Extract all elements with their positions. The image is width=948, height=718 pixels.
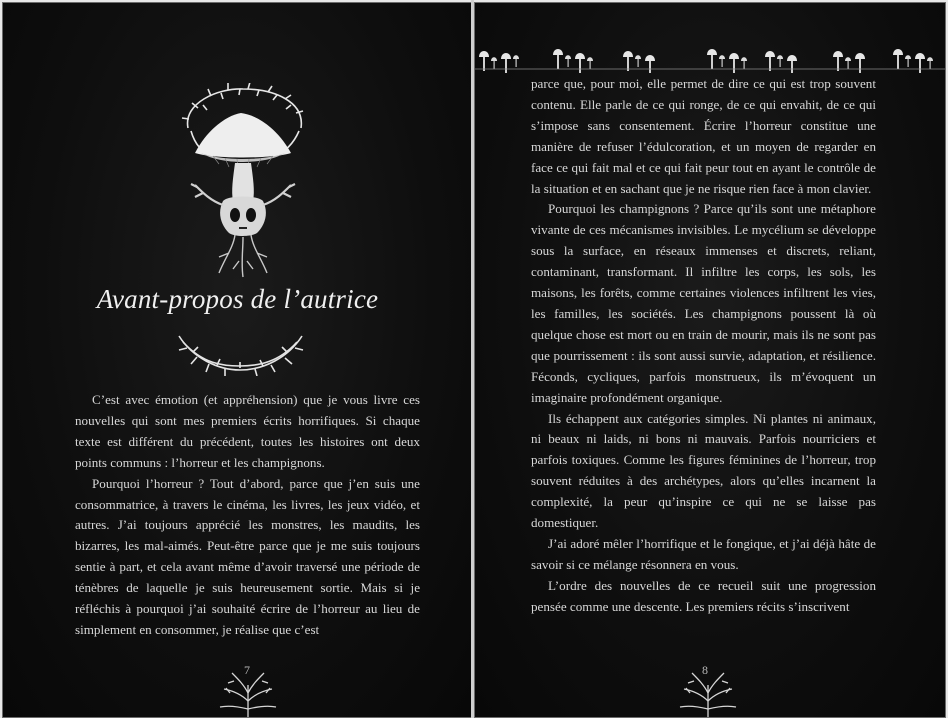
paragraph: parce que, pour moi, elle permet de dire ce qui est trop souvent contenu. Elle parle de ce qui ronge, de ce qui envahit, de ce qui s’impose sans consentement. Écrire l’horreur constitue une manière de refuser l’édulcoration, et un moyen de regarder en face ce qui fait mal et ce qui fait peur tout en ayant le contrôle de la situation et en sachant que je ne risque rien face à mon clavier. [531,76,876,196]
body-text [531,74,876,618]
right-page [474,2,946,718]
paragraph: J’ai adoré mêler l’horrifique et le fongique, et j’ai déjà hâte de savoir si ce mélange résonnera en vous. [531,535,876,572]
paragraph: Ils échappent aux catégories simples. Ni plantes ni animaux, ni beaux ni laids, ni bons ni mauvais. Parfois nourriciers et parfois toxiques. Comme les figures féminines de l’horreur, trop souvent réduites à des archétypes, alors qu’elles incarnent la complexité, la peur qu’inspire ce qui ne se laisse pas domestiquer. [531,410,876,531]
page-number: 7 [244,663,250,677]
body-text [75,390,420,641]
mushroom-illustration [173,83,313,278]
page-title: Avant-propos de l’autrice [96,284,379,314]
paragraph: C’est avec émotion (et appréhension) que je vous livre ces nouvelles qui sont mes premiers écrits horrifiques. Si chaque texte est différent du précédent, toutes les histoires ont deux points communs : l’horreur et les champignons. [75,392,420,470]
roots-ornament-icon [218,671,278,717]
paragraph: L’ordre des nouvelles de ce recueil suit une progression pensée comme une descente. Les premiers récits s’inscrivent [531,577,876,614]
paragraph: Pourquoi l’horreur ? Tout d’abord, parce que j’en suis une consommatrice, à travers le cinéma, les livres, les jeux vidéo, et autres. J’ai toujours apprécié les monstres, les maudits, les bizarres, les mal-aimés. Peut-être parce que je me suis toujours sentie à part, et cela avant même d’avoir traversé une période de ténèbres de laquelle je suis heureusement sortie. Mais si je réfléchis à pourquoi j’ai souhaité écrire de l’horreur au lieu de simplement en consommer, je réalise que c’est [75,475,420,637]
mushroom-border-icon [475,39,945,73]
left-page [2,2,473,718]
page-number: 8 [702,663,708,677]
thorn-wreath-icon [173,328,308,376]
paragraph: Pourquoi les champignons ? Parce qu’ils sont une métaphore vivante de ces mécanismes invisibles. Le mycélium se développe sous la surface, en réseaux immenses et discrets, reliant, contaminant, transformant. Il infiltre les corps, les sols, les maisons, les forêts, comme certaines violences infiltrent les vies, les familles, les sociétés. Les champignons poussent là où quelque chose est mort ou en train de mourir, mais ils ne sont pas que pourrissement : ils sont aussi survie, adaptation, et résilience. Féconds, cycliques, parfois monstrueux, ils m’évoquent un imaginaire profondément organique. [531,201,876,405]
roots-ornament-icon [678,671,738,717]
